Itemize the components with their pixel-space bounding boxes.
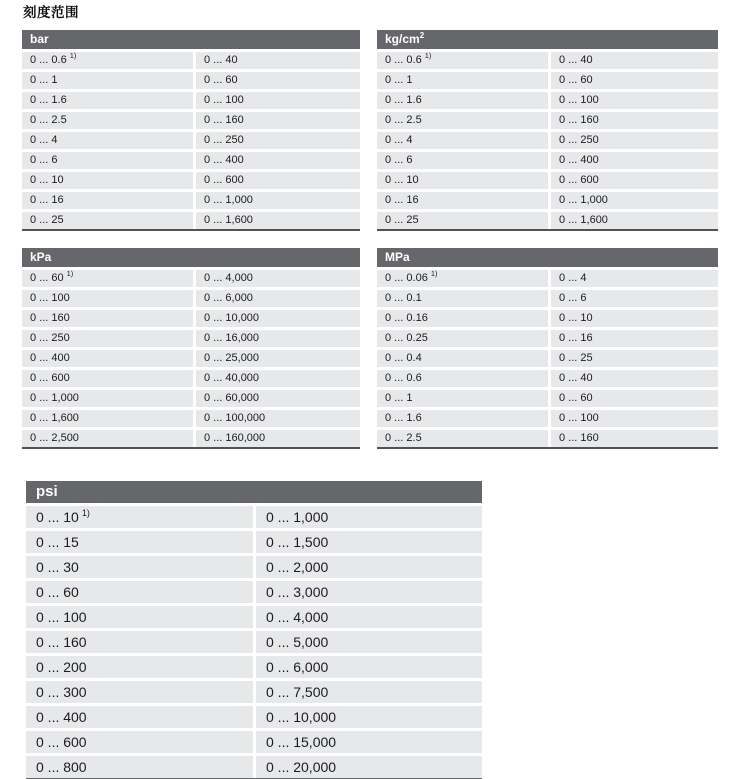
table-row: [26, 581, 482, 603]
table-row: [22, 52, 360, 69]
range-cell-left: [26, 681, 253, 703]
range-cell-left: [22, 92, 193, 109]
range-value: 0 ... 160: [559, 114, 599, 126]
table-row: [26, 731, 482, 753]
table-row: [22, 290, 360, 307]
range-cell-left: [26, 706, 253, 728]
table-row: [377, 52, 718, 69]
range-cell-right: [196, 72, 360, 89]
range-value: 0 ... 1: [30, 74, 58, 86]
range-value: 0 ... 30: [36, 559, 79, 575]
page-title: 刻度范围: [23, 5, 79, 20]
range-cell-left: [377, 72, 548, 89]
range-cell-left: [26, 506, 253, 528]
unit-label: bar: [30, 32, 49, 46]
range-value: 0 ... 1,600: [30, 412, 79, 424]
range-value: 0 ... 100: [559, 94, 599, 106]
range-cell-right: [551, 370, 718, 387]
range-value: 0 ... 800: [36, 759, 87, 775]
range-cell-right: [196, 330, 360, 347]
range-value: 0 ... 1,000: [204, 194, 253, 206]
table-row: [22, 430, 360, 447]
range-cell-right: [196, 370, 360, 387]
table-row: [22, 132, 360, 149]
range-value: 0 ... 40: [559, 54, 593, 66]
range-cell-left: [377, 330, 548, 347]
range-cell-left: [26, 531, 253, 553]
range-value: 0 ... 400: [36, 709, 87, 725]
range-value: 0 ... 0.4: [385, 352, 422, 364]
range-cell-right: [256, 731, 482, 753]
range-cell-right: [196, 172, 360, 189]
range-cell-right: [551, 72, 718, 89]
range-cell-left: [377, 410, 548, 427]
range-value: 0 ... 6: [30, 154, 58, 166]
range-value: 0 ... 0.06: [385, 272, 428, 284]
table-row: [22, 212, 360, 229]
range-cell-right: [196, 270, 360, 287]
range-value: 0 ... 4: [30, 134, 58, 146]
range-value: 0 ... 250: [204, 134, 244, 146]
range-value: 0 ... 6,000: [266, 659, 329, 675]
range-cell-left: [377, 92, 548, 109]
range-value: 0 ... 6,000: [204, 292, 253, 304]
table-row: [22, 270, 360, 287]
range-value: 0 ... 100: [30, 292, 70, 304]
table-row: [377, 410, 718, 427]
range-cell-right: [551, 290, 718, 307]
range-value: 0 ... 0.6: [385, 54, 422, 66]
range-value: 0 ... 1: [385, 392, 413, 404]
range-value: 0 ... 60: [30, 272, 64, 284]
table-row: [26, 681, 482, 703]
range-cell-left: [377, 350, 548, 367]
range-value: 0 ... 1,600: [559, 214, 608, 226]
range-cell-left: [22, 192, 193, 209]
unit-header: [26, 481, 482, 503]
range-cell-right: [196, 350, 360, 367]
range-value: 0 ... 2.5: [385, 114, 422, 126]
range-value: 0 ... 10,000: [266, 709, 337, 725]
range-cell-left: [22, 330, 193, 347]
range-value: 0 ... 160: [36, 634, 87, 650]
range-cell-right: [256, 506, 482, 528]
table-row: [22, 112, 360, 129]
range-cell-left: [26, 581, 253, 603]
range-value: 0 ... 3,000: [266, 584, 329, 600]
range-value: 0 ... 10: [559, 312, 593, 324]
range-value: 0 ... 25,000: [204, 352, 260, 364]
table-row: [22, 192, 360, 209]
range-cell-left: [26, 756, 253, 778]
unit-label: kPa: [30, 250, 52, 264]
range-cell-left: [22, 390, 193, 407]
range-cell-right: [551, 152, 718, 169]
range-cell-left: [377, 132, 548, 149]
range-value: 0 ... 1,600: [204, 214, 253, 226]
range-cell-right: [551, 192, 718, 209]
table-row: [26, 631, 482, 653]
range-value: 0 ... 4: [559, 272, 587, 284]
range-cell-right: [196, 310, 360, 327]
range-value: 0 ... 600: [30, 372, 70, 384]
range-value: 0 ... 0.6: [385, 372, 422, 384]
range-cell-left: [22, 52, 193, 69]
range-cell-right: [551, 52, 718, 69]
range-value: 0 ... 6: [385, 154, 413, 166]
footnote-ref: 1): [66, 269, 74, 279]
range-value: 0 ... 1,000: [266, 509, 329, 525]
range-value: 0 ... 6: [559, 292, 587, 304]
table-row: [26, 506, 482, 528]
range-cell-right: [551, 112, 718, 129]
range-cell-right: [196, 112, 360, 129]
range-value: 0 ... 160,000: [204, 432, 266, 444]
range-cell-left: [26, 731, 253, 753]
range-cell-left: [377, 430, 548, 447]
table-row: [377, 330, 718, 347]
range-value: 0 ... 400: [559, 154, 599, 166]
range-value: 0 ... 160: [204, 114, 244, 126]
table-row: [26, 606, 482, 628]
range-value: 0 ... 5,000: [266, 634, 329, 650]
range-cell-right: [256, 556, 482, 578]
footnote-ref: 1): [81, 508, 90, 519]
range-value: 0 ... 40,000: [204, 372, 260, 384]
range-value: 0 ... 1,000: [559, 194, 608, 206]
range-cell-right: [256, 681, 482, 703]
range-value: 0 ... 2.5: [385, 432, 422, 444]
range-cell-right: [551, 172, 718, 189]
range-cell-left: [26, 556, 253, 578]
range-cell-left: [22, 152, 193, 169]
unit-label: kg/cm: [385, 32, 420, 46]
range-value: 0 ... 40: [204, 54, 238, 66]
range-cell-right: [256, 631, 482, 653]
range-value: 0 ... 250: [559, 134, 599, 146]
range-cell-left: [26, 656, 253, 678]
table-row: [377, 152, 718, 169]
table-psi: [26, 481, 482, 779]
range-value: 0 ... 160: [559, 432, 599, 444]
range-value: 0 ... 2,500: [30, 432, 79, 444]
range-value: 0 ... 1.6: [385, 94, 422, 106]
range-cell-left: [377, 172, 548, 189]
range-cell-right: [196, 152, 360, 169]
range-value: 0 ... 400: [204, 154, 244, 166]
range-value: 0 ... 600: [559, 174, 599, 186]
range-cell-left: [26, 631, 253, 653]
range-cell-left: [377, 310, 548, 327]
footnote-ref: 1): [69, 51, 77, 61]
range-cell-left: [22, 290, 193, 307]
range-value: 0 ... 300: [36, 684, 87, 700]
table-row: [22, 370, 360, 387]
table-row: [26, 531, 482, 553]
range-cell-right: [196, 212, 360, 229]
range-cell-right: [551, 132, 718, 149]
table-row: [26, 706, 482, 728]
table-row: [22, 390, 360, 407]
range-cell-right: [551, 310, 718, 327]
range-value: 0 ... 100: [559, 412, 599, 424]
range-cell-left: [377, 290, 548, 307]
range-cell-right: [551, 350, 718, 367]
range-value: 0 ... 7,500: [266, 684, 329, 700]
range-value: 0 ... 2,000: [266, 559, 329, 575]
range-value: 0 ... 60: [36, 584, 79, 600]
range-cell-right: [196, 290, 360, 307]
unit-superscript: 2: [419, 31, 425, 40]
range-value: 0 ... 25: [559, 352, 593, 364]
range-value: 0 ... 100: [204, 94, 244, 106]
table-row: [377, 192, 718, 209]
range-value: 0 ... 15,000: [266, 734, 337, 750]
range-value: 0 ... 0.1: [385, 292, 422, 304]
range-cell-left: [377, 112, 548, 129]
range-value: 0 ... 1.6: [385, 412, 422, 424]
range-cell-right: [551, 410, 718, 427]
psi-table-section: [26, 481, 482, 779]
unit-header: [22, 30, 360, 49]
range-cell-right: [551, 390, 718, 407]
range-value: 0 ... 250: [30, 332, 70, 344]
unit-header: [22, 248, 360, 267]
table-row: [377, 172, 718, 189]
table-row: [22, 72, 360, 89]
range-cell-left: [377, 52, 548, 69]
footnote-ref: 1): [424, 51, 432, 61]
unit-label: MPa: [385, 250, 410, 264]
range-cell-right: [196, 430, 360, 447]
range-cell-right: [256, 656, 482, 678]
range-cell-left: [22, 410, 193, 427]
table-row: [22, 350, 360, 367]
range-cell-right: [256, 756, 482, 778]
range-value: 0 ... 10,000: [204, 312, 260, 324]
range-value: 0 ... 60: [204, 74, 238, 86]
range-cell-right: [551, 212, 718, 229]
range-cell-right: [196, 132, 360, 149]
range-value: 0 ... 1: [385, 74, 413, 86]
table-row: [377, 430, 718, 447]
range-cell-right: [551, 430, 718, 447]
range-cell-left: [22, 212, 193, 229]
table-row: [26, 756, 482, 778]
range-value: 0 ... 600: [36, 734, 87, 750]
range-cell-right: [196, 390, 360, 407]
range-value: 0 ... 25: [30, 214, 64, 226]
table-row: [22, 92, 360, 109]
range-value: 0 ... 20,000: [266, 759, 337, 775]
table-row: [377, 270, 718, 287]
table-row: [377, 92, 718, 109]
table-row: [377, 310, 718, 327]
range-value: 0 ... 1,500: [266, 534, 329, 550]
range-cell-left: [377, 270, 548, 287]
range-cell-right: [196, 410, 360, 427]
table-row: [377, 390, 718, 407]
range-cell-right: [551, 330, 718, 347]
scale-range-tables-grid: [22, 30, 752, 449]
range-value: 0 ... 16: [385, 194, 419, 206]
range-value: 0 ... 0.6: [30, 54, 67, 66]
range-value: 0 ... 10: [30, 174, 64, 186]
range-value: 0 ... 4: [385, 134, 413, 146]
table-row: [22, 310, 360, 327]
range-cell-right: [256, 531, 482, 553]
range-value: 0 ... 600: [204, 174, 244, 186]
range-value: 0 ... 1.6: [30, 94, 67, 106]
range-cell-left: [377, 212, 548, 229]
table-bar: [22, 30, 360, 231]
unit-header: [377, 30, 718, 49]
range-value: 0 ... 1,000: [30, 392, 79, 404]
range-cell-left: [22, 132, 193, 149]
range-value: 0 ... 16: [30, 194, 64, 206]
range-value: 0 ... 400: [30, 352, 70, 364]
range-value: 0 ... 4,000: [204, 272, 253, 284]
unit-label: psi: [36, 483, 58, 500]
range-value: 0 ... 100: [36, 609, 87, 625]
table-kpa: [22, 248, 360, 449]
table-row: [26, 556, 482, 578]
table-row: [377, 370, 718, 387]
range-value: 0 ... 16,000: [204, 332, 260, 344]
table-mpa: [377, 248, 718, 449]
range-cell-left: [377, 370, 548, 387]
table-row: [377, 132, 718, 149]
table-row: [377, 212, 718, 229]
range-cell-right: [551, 270, 718, 287]
table-row: [22, 152, 360, 169]
table-row: [377, 350, 718, 367]
range-cell-left: [22, 310, 193, 327]
range-cell-right: [196, 92, 360, 109]
table-row: [377, 290, 718, 307]
range-cell-left: [26, 606, 253, 628]
range-cell-left: [22, 72, 193, 89]
range-value: 0 ... 15: [36, 534, 79, 550]
range-value: 0 ... 10: [385, 174, 419, 186]
range-cell-right: [256, 706, 482, 728]
range-value: 0 ... 0.16: [385, 312, 428, 324]
table-row: [26, 656, 482, 678]
range-cell-left: [377, 192, 548, 209]
table-row: [22, 410, 360, 427]
range-value: 0 ... 60: [559, 74, 593, 86]
range-cell-right: [551, 92, 718, 109]
range-value: 0 ... 10: [36, 509, 79, 525]
range-cell-left: [377, 152, 548, 169]
range-cell-right: [196, 52, 360, 69]
range-cell-left: [22, 370, 193, 387]
range-value: 0 ... 100,000: [204, 412, 266, 424]
range-cell-right: [196, 192, 360, 209]
range-cell-left: [22, 430, 193, 447]
range-cell-left: [22, 270, 193, 287]
range-cell-right: [256, 606, 482, 628]
range-value: 0 ... 200: [36, 659, 87, 675]
range-value: 0 ... 160: [30, 312, 70, 324]
range-value: 0 ... 60,000: [204, 392, 260, 404]
range-value: 0 ... 40: [559, 372, 593, 384]
unit-header: [377, 248, 718, 267]
table-row: [22, 330, 360, 347]
table-row: [377, 72, 718, 89]
range-value: 0 ... 4,000: [266, 609, 329, 625]
range-cell-left: [22, 112, 193, 129]
range-value: 0 ... 60: [559, 392, 593, 404]
footnote-ref: 1): [430, 269, 438, 279]
table-kgcm: [377, 30, 718, 231]
table-row: [377, 112, 718, 129]
table-row: [22, 172, 360, 189]
range-cell-left: [22, 172, 193, 189]
range-value: 0 ... 0.25: [385, 332, 428, 344]
range-cell-right: [256, 581, 482, 603]
range-value: 0 ... 2.5: [30, 114, 67, 126]
range-value: 0 ... 16: [559, 332, 593, 344]
range-cell-left: [377, 390, 548, 407]
range-value: 0 ... 25: [385, 214, 419, 226]
range-cell-left: [22, 350, 193, 367]
